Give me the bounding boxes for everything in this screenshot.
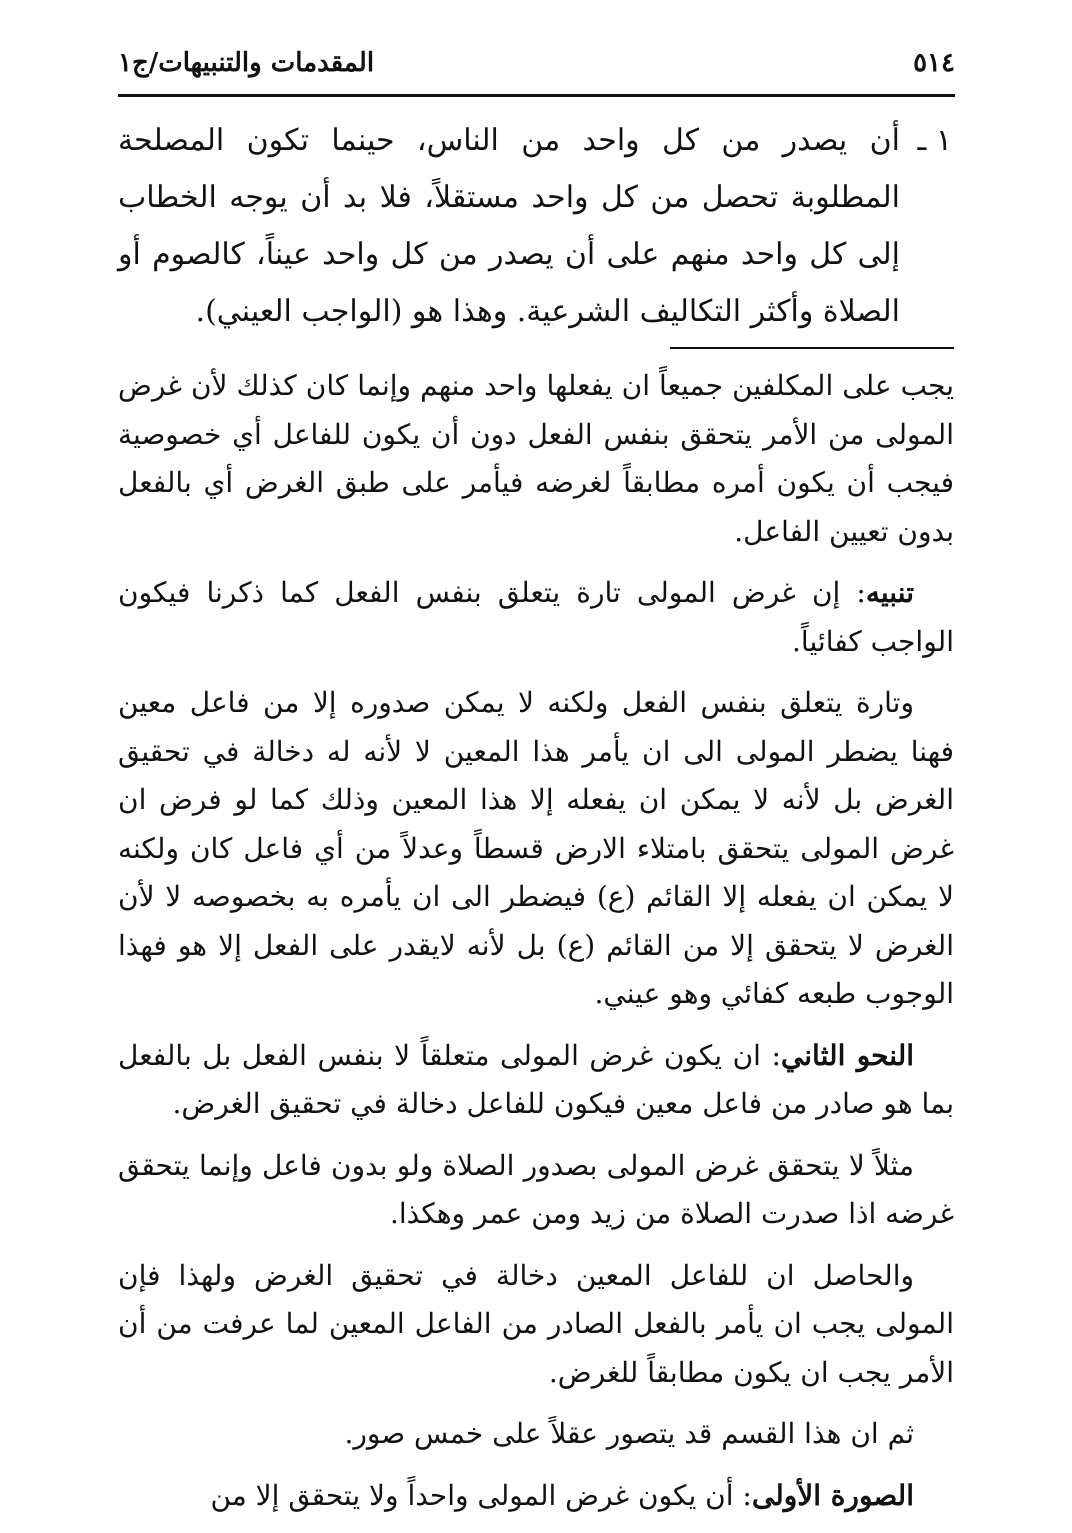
first-form-label: الصورة الأولى — [751, 1478, 914, 1512]
footnote-separator — [670, 347, 954, 349]
numbered-item-1 — [118, 112, 952, 340]
second-way-label: النحو الثاني — [780, 1038, 915, 1072]
footnote-paragraph-1: يجب على المكلفين جميعاً ان يفعلها واحد منهم وإنما كان كذلك لأن غرض المولى من الأمر يتحقق بنفس الفعل دون أن يكون للفاعل أي خصوصية فيجب أن يكون أمره مطابقاً لغرضه فيأمر على طبق الغرض أي بالفعل بدون تعيين الفاعل. — [118, 369, 954, 548]
footnote-paragraph-6: والحاصل ان للفاعل المعين دخالة في تحقيق الغرض ولهذا فإن المولى يجب ان يأمر بالفعل الصادر من الفاعل المعين لما عرفت من أن الأمر يجب ان يكون مطابقاً للغرض. — [118, 1258, 954, 1389]
header-rule — [118, 94, 955, 97]
page-header — [118, 38, 955, 88]
footnote-paragraph-3: وتارة يتعلق بنفس الفعل ولكنه لا يمكن صدوره إلا من فاعل معين فهنا يضطر المولى الى ان يأمر هذا المعين لا لأنه له دخالة في تحقيق الغرض بل لأنه لا يمكن ان يفعله إلا هذا المعين وذلك كما لو فرض ان غرض المولى يتحقق بامتلاء الارض قسطاً وعدلاً من أي فاعل كان ولكنه لا يمكن ان يفعله إلا القائم (ع) فيضطر الى ان يأمره به بخصوصه لا لأن الغرض لا يتحقق إلا من القائم (ع) بل لأنه لايقدر على الفعل إلا هو فهذا الوجوب طبعه كفائي وهو عيني. — [118, 686, 954, 1010]
footnote-paragraph-5: مثلاً لا يتحقق غرض المولى بصدور الصلاة ولو بدون فاعل وإنما يتحقق غرضه اذا صدرت الصلاة من زيد ومن عمر وهكذا. — [118, 1148, 954, 1230]
footnote-paragraph-7: ثم ان هذا القسم قد يتصور عقلاً على خمس صور. — [344, 1417, 914, 1450]
note-text: : إن غرض المولى تارة يتعلق بنفس الفعل كما ذكرنا فيكون الواجب كفائياً. — [118, 576, 954, 658]
first-form-text: : أن يكون غرض المولى واحداً ولا يتحقق إلا من — [210, 1478, 752, 1512]
item-number: ١ ـ — [917, 123, 952, 158]
note-label: تنبيه — [865, 576, 914, 609]
footnote-paragraph-4 — [118, 1032, 954, 1129]
page-number: ٥١٤ — [913, 48, 955, 78]
footnotes — [118, 362, 954, 1533]
running-title: المقدمات والتنبيهات/ج١ — [118, 48, 375, 78]
second-way-text: : ان يكون غرض المولى متعلقاً لا بنفس الفعل بل بالفعل بما هو صادر من فاعل معين فيكون للفاعل دخالة في تحقيق الغرض. — [118, 1038, 954, 1120]
footnote-paragraph-8 — [118, 1472, 954, 1521]
footnote-paragraph-2 — [118, 569, 954, 666]
item-text: أن يصدر من كل واحد من الناس، حينما تكون المصلحة المطلوبة تحصل من كل واحد مستقلاً، فلا بد أن يوجه الخطاب إلى كل واحد منهم على أن يصدر من كل واحد عيناً، كالصوم أو الصلاة وأكثر التكاليف الشرعية. وهذا هو (الواجب العيني). — [118, 123, 900, 329]
